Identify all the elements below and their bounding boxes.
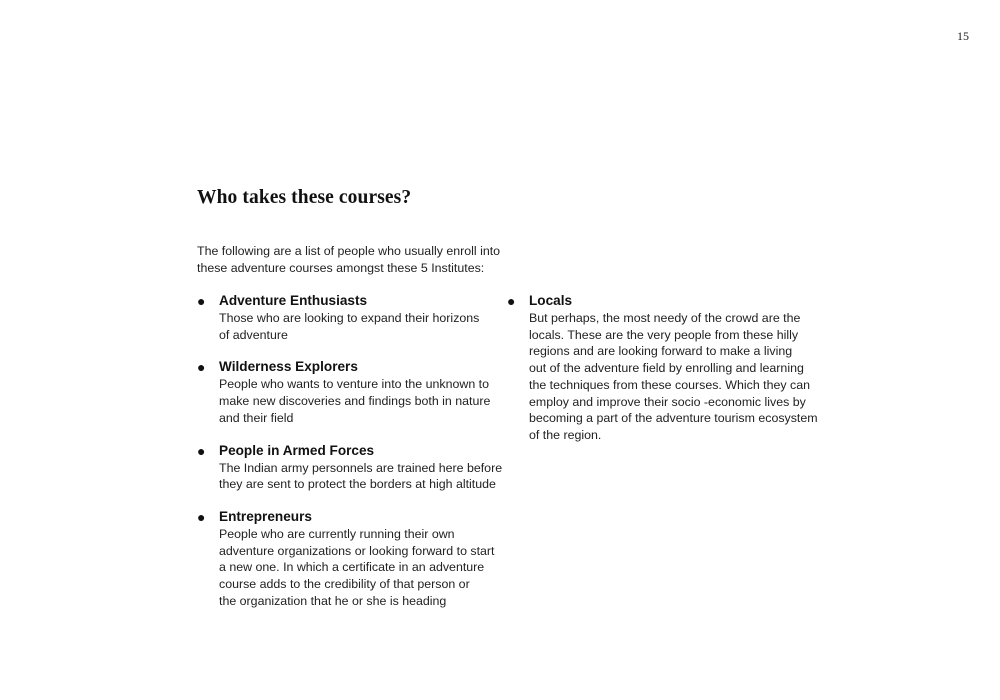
intro-paragraph (197, 243, 501, 276)
page-number: 15 (957, 29, 969, 43)
bullet-icon: ● (507, 293, 516, 309)
description-line: and their field (219, 410, 294, 425)
description-line: People who are currently running their own (219, 526, 455, 541)
list-item-title: Entrepreneurs (219, 508, 312, 524)
description-line: But perhaps, the most needy of the crowd are the (529, 311, 801, 325)
description-line: a new one. In which a certificate in an adventure (219, 560, 485, 575)
bullet-icon: ● (197, 293, 206, 309)
list-item-description (219, 460, 503, 493)
list-item-description (219, 526, 497, 610)
bullet-icon: ● (197, 359, 206, 376)
list-item-title: People in Armed Forces (219, 442, 375, 458)
description-line: make new discoveries and findings both in nature (219, 394, 491, 409)
description-line: employ and improve their socio -economic lives by (529, 394, 806, 409)
description-line: out of the adventure field by enrolling and learning (529, 361, 804, 376)
description-line: the techniques from these courses. Which they can (529, 377, 810, 392)
list-item-description (219, 310, 497, 343)
intro-line: these adventure courses amongst these 5 Institutes: (197, 260, 485, 275)
list-item-description (219, 376, 497, 426)
bullet-icon: ● (197, 508, 206, 525)
description-line: of adventure (219, 327, 288, 342)
right-audience-list (507, 292, 817, 444)
intro-line: The following are a list of people who usually enroll into (197, 244, 501, 258)
description-line: Those who are looking to expand their horizons (219, 311, 480, 325)
description-line: regions and are looking forward to make a living (529, 344, 793, 359)
description-line: they are sent to protect the borders at high altitude (219, 477, 496, 492)
description-line: People who wants to venture into the unknown to (219, 377, 490, 392)
description-line: adventure organizations or looking forward to start (219, 543, 495, 558)
description-line: the organization that he or she is heading (219, 593, 447, 608)
list-item-title: Wilderness Explorers (219, 359, 358, 375)
description-line: locals. These are the very people from these hilly (529, 327, 799, 342)
left-audience-list (197, 292, 503, 609)
list-item-title: Locals (529, 293, 573, 308)
list-item-entrepreneurs (197, 508, 497, 610)
list-item-title: Adventure Enthusiasts (219, 293, 368, 308)
bullet-icon: ● (197, 442, 206, 459)
description-line: of the region. (529, 427, 602, 442)
list-item-locals (507, 292, 817, 444)
list-item-description (529, 310, 817, 444)
page-title: Who takes these courses? (197, 187, 412, 208)
list-item-armed-forces (197, 442, 503, 493)
list-item-wilderness-explorers (197, 358, 497, 426)
description-line: course adds to the credibility of that person or (219, 577, 470, 592)
list-item-adventure-enthusiasts (197, 292, 497, 343)
description-line: becoming a part of the adventure tourism ecosystem (529, 411, 818, 426)
description-line: The Indian army personnels are trained here before (219, 460, 503, 475)
